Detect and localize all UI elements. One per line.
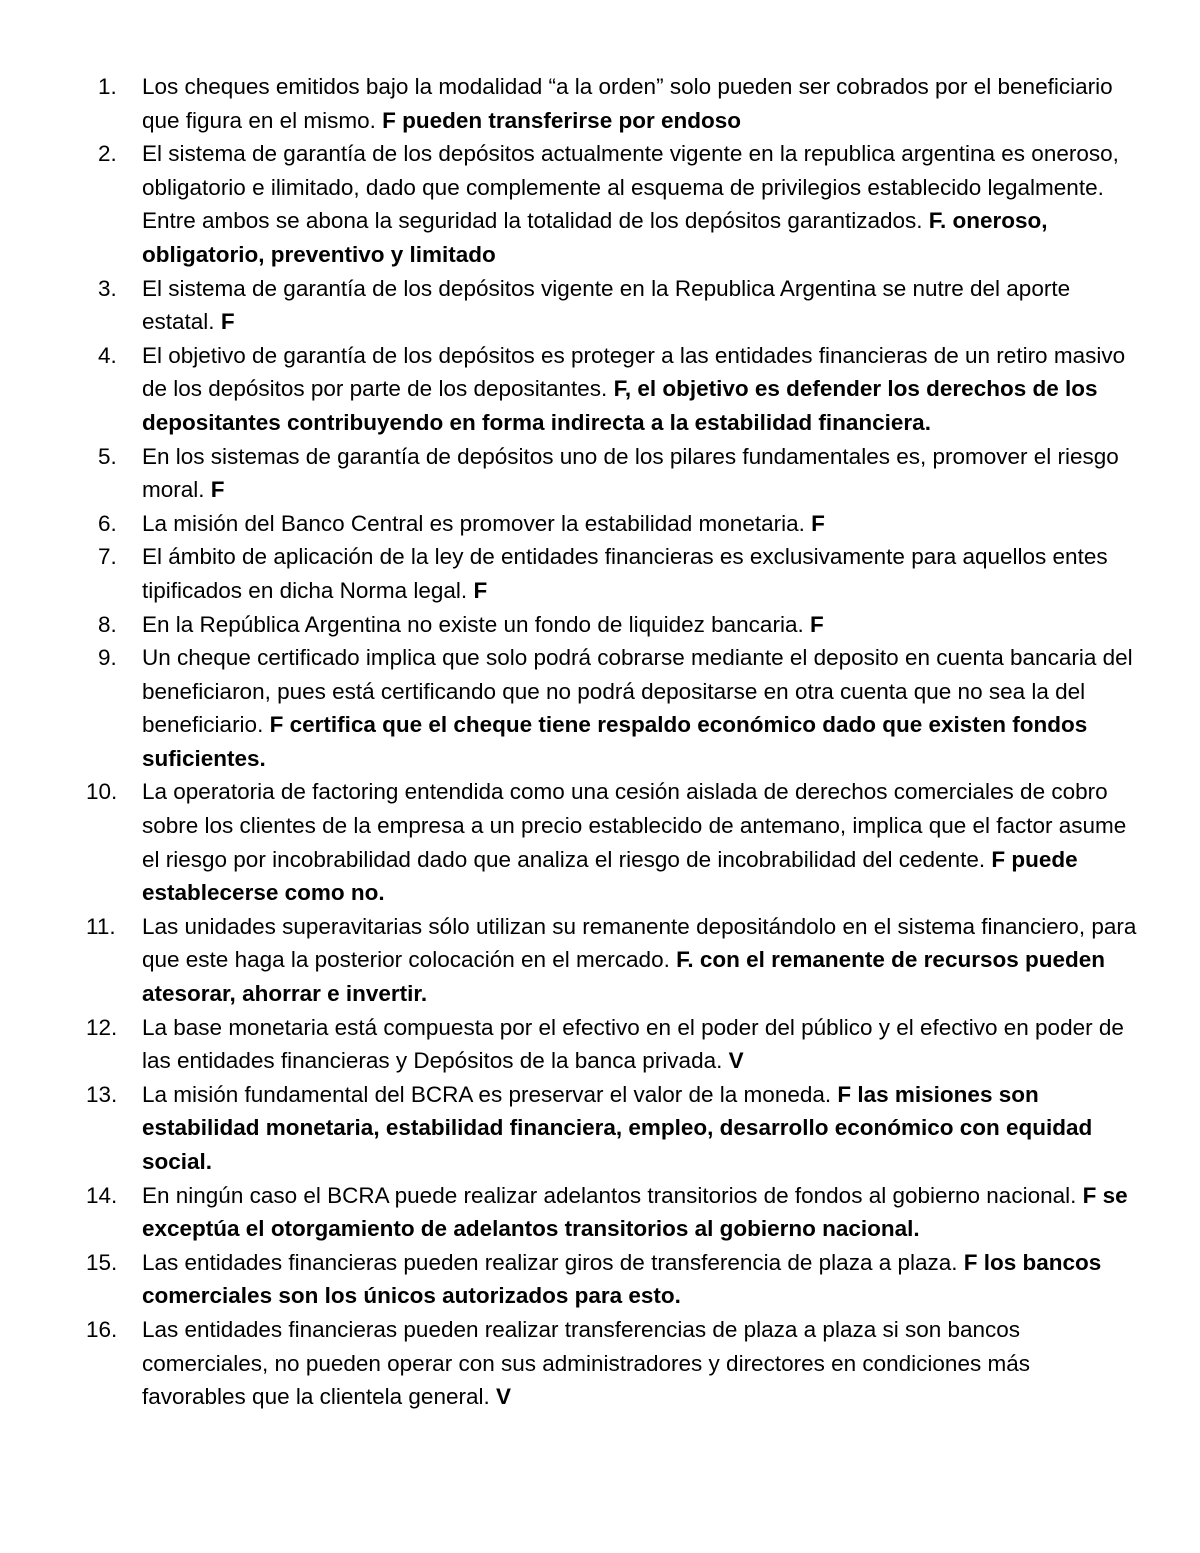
item-number: 8. (98, 611, 117, 637)
list-item (0, 540, 1200, 607)
item-number: 13. (86, 1081, 118, 1107)
list-item (0, 910, 1200, 1011)
item-number: 7. (98, 544, 117, 570)
item-answer: F se exceptúa el otorgamiento de adelantos transitorios al gobierno nacional. (142, 1182, 1128, 1242)
list-item (0, 1179, 1200, 1246)
item-statement: En ningún caso el BCRA puede realizar adelantos transitorios de fondos al gobierno nacional. (142, 1182, 1077, 1208)
item-statement: Las entidades financieras pueden realizar giros de transferencia de plaza a plaza. (142, 1249, 958, 1275)
item-statement: En la República Argentina no existe un fondo de liquidez bancaria. (142, 611, 804, 637)
item-number: 12. (86, 1014, 118, 1040)
list-item (0, 70, 1200, 137)
list-item (0, 272, 1200, 339)
item-statement: Un cheque certificado implica que solo podrá cobrarse mediante el deposito en cuenta bancaria del beneficiaron, pues está certificando que no podrá depositarse en otra cuenta que no sea la del beneficiario. (142, 645, 1133, 738)
list-item (0, 339, 1200, 440)
item-number: 9. (98, 645, 117, 671)
item-number: 10. (86, 779, 118, 805)
item-statement: La base monetaria está compuesta por el efectivo en el poder del público y el efectivo en poder de las entidades financieras y Depósitos de la banca privada. (142, 1014, 1124, 1074)
item-number: 2. (98, 141, 117, 167)
item-answer: F, el objetivo es defender los derechos de los depositantes contribuyendo en forma indirecta a la estabilidad financiera. (142, 376, 1098, 435)
item-answer: F (473, 577, 488, 603)
item-number: 4. (98, 342, 117, 368)
list-item (0, 1078, 1200, 1179)
item-answer: F. con el remanente de recursos pueden atesorar, ahorrar e invertir. (142, 947, 1105, 1007)
list-item (0, 641, 1200, 775)
item-answer: F certifica que el cheque tiene respaldo económico dado que existen fondos suficientes. (142, 712, 1088, 771)
list-item (0, 608, 1200, 642)
item-statement: Las entidades financieras pueden realizar transferencias de plaza a plaza si son bancos comerciales, no pueden operar con sus administradores y directores en condiciones más favorables que la clientela general. (142, 1316, 1030, 1410)
list-item (0, 775, 1200, 909)
item-number: 1. (98, 74, 117, 99)
question-list (0, 70, 1200, 1414)
item-statement: La misión fundamental del BCRA es preservar el valor de la moneda. (142, 1081, 832, 1107)
item-number: 15. (86, 1249, 118, 1275)
item-statement: La operatoria de factoring entendida como una cesión aislada de derechos comerciales de cobro sobre los clientes de la empresa a un precio establecido de antemano, implica que el factor asume el riesgo por incobrabilidad dado que analiza el riesgo de incobrabilidad del cedente. (142, 779, 1127, 872)
item-answer: F los bancos comerciales son los únicos autorizados para esto. (142, 1249, 1102, 1309)
item-statement: El sistema de garantía de los depósitos vigente en la Republica Argentina se nutre del aporte estatal. (142, 275, 1071, 335)
item-answer: F pueden transferirse por endoso (382, 107, 741, 133)
item-statement: En los sistemas de garantía de depósitos uno de los pilares fundamentales es, promover el riesgo moral. (142, 443, 1119, 503)
list-item (0, 1246, 1200, 1313)
item-number: 6. (98, 510, 117, 536)
item-answer: V (496, 1384, 512, 1410)
item-statement: Las unidades superavitarias sólo utilizan su remanente depositándolo en el sistema financiero, para que este haga la posterior colocación en el mercado. (142, 913, 1137, 973)
list-item (0, 137, 1200, 271)
list-item (0, 507, 1200, 541)
item-number: 14. (86, 1182, 118, 1208)
item-number: 11. (86, 913, 116, 939)
item-number: 5. (98, 443, 117, 469)
list-item (0, 1011, 1200, 1078)
item-answer: F. oneroso, obligatorio, preventivo y limitado (142, 208, 1048, 267)
item-number: 3. (98, 275, 117, 301)
item-answer: F (811, 510, 825, 536)
item-statement: El ámbito de aplicación de la ley de entidades financieras es exclusivamente para aquellos entes tipificados en dicha Norma legal. (142, 544, 1108, 603)
item-statement: Los cheques emitidos bajo la modalidad “a la orden” solo pueden ser cobrados por el beneficiario que figura en el mismo. (142, 74, 1113, 133)
item-answer: F (210, 477, 225, 503)
item-answer: F puede establecerse como no. (142, 846, 1078, 906)
item-answer: F (809, 611, 824, 637)
item-answer: V (728, 1048, 744, 1074)
item-number: 16. (86, 1316, 118, 1342)
item-answer: F (220, 309, 235, 335)
item-statement: El sistema de garantía de los depósitos actualmente vigente en la republica argentina es oneroso, obligatorio e ilimitado, dado que complemente al esquema de privilegios establecido legalmente. Entre ambos se abona la seguridad la totalidad de los depósitos garantizados. (142, 141, 1119, 234)
list-item (0, 1313, 1200, 1414)
item-statement: El objetivo de garantía de los depósitos es proteger a las entidades financieras de un retiro masivo de los depósitos por parte de los depositantes. (142, 342, 1126, 402)
list-item (0, 440, 1200, 507)
item-statement: La misión del Banco Central es promover la estabilidad monetaria. (142, 510, 805, 536)
item-answer: F las misiones son estabilidad monetaria, estabilidad financiera, empleo, desarrollo económico con equidad social. (142, 1081, 1093, 1174)
